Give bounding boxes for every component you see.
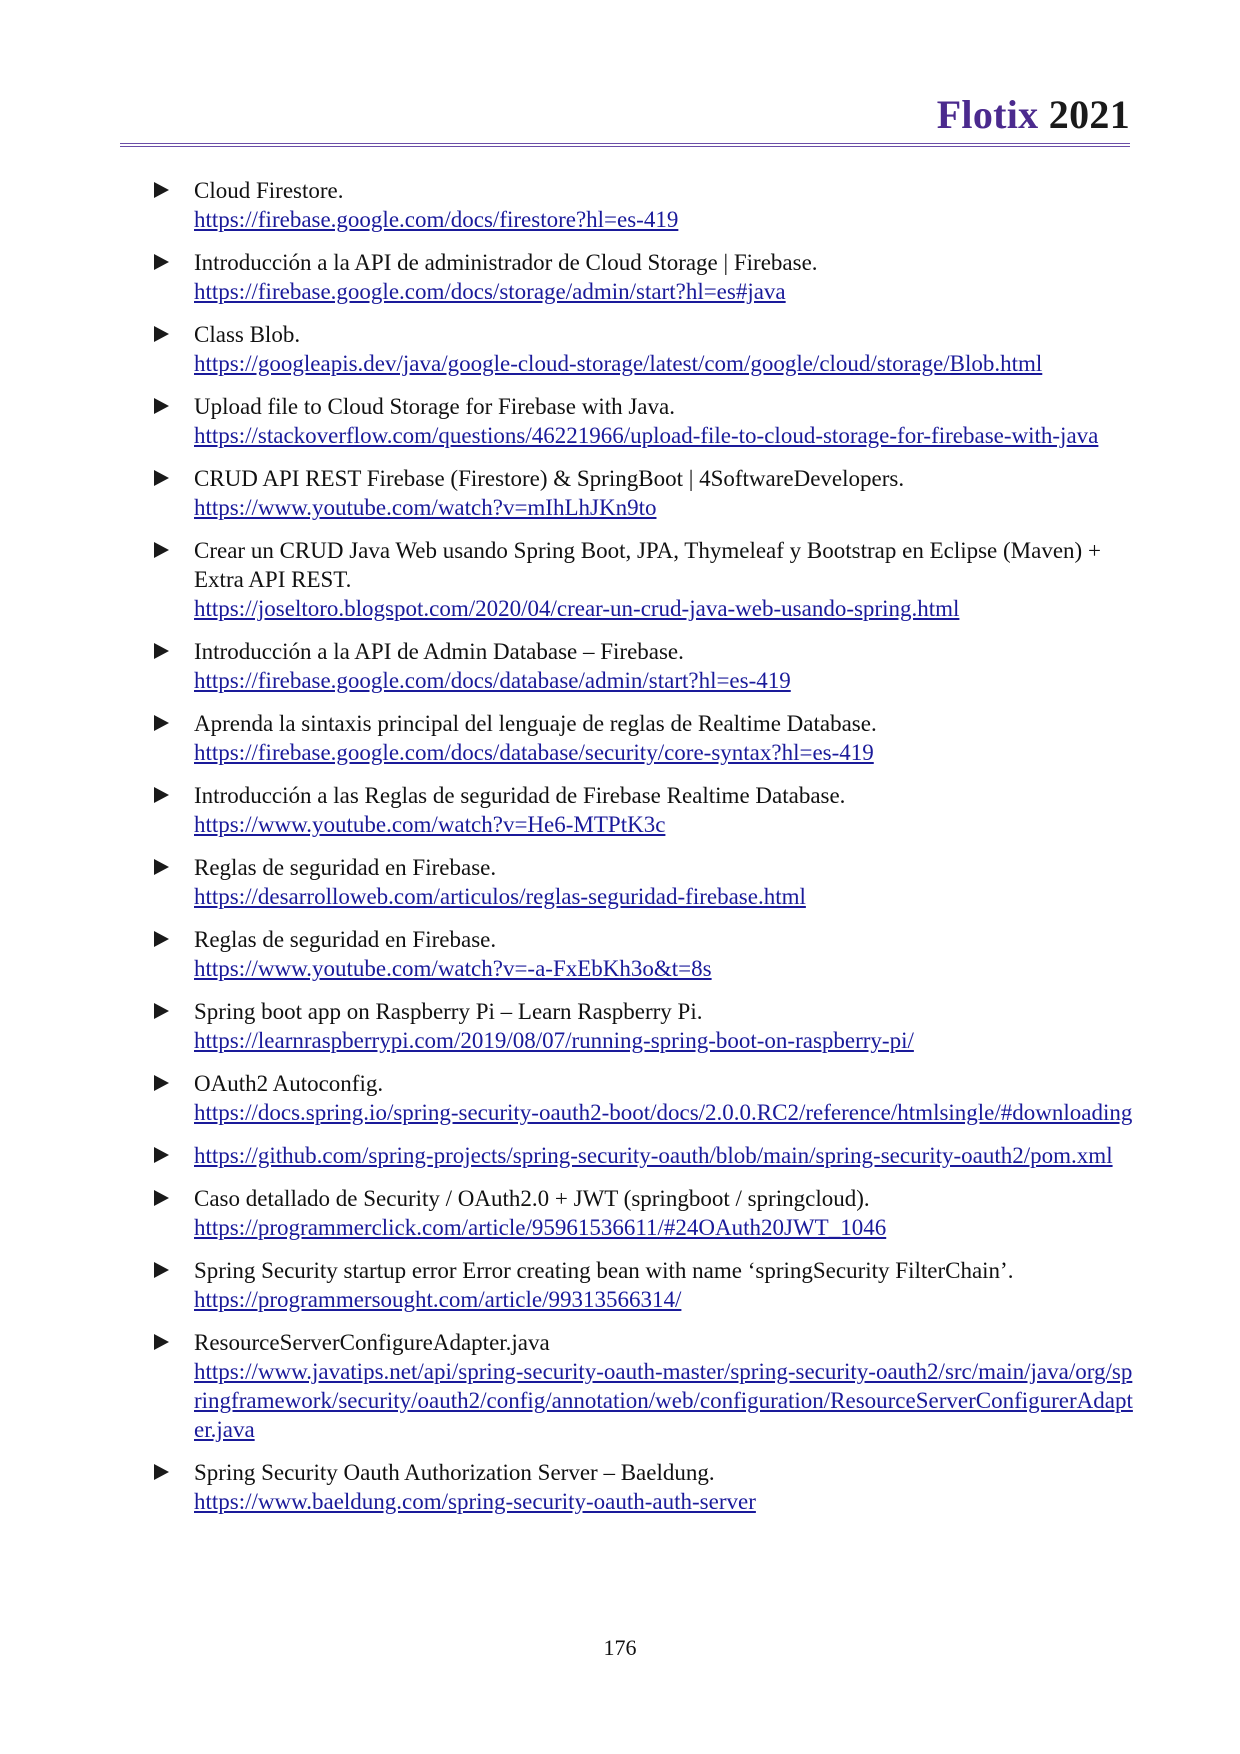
reference-item: [154, 176, 1134, 234]
reference-link[interactable]: https://firebase.google.com/docs/storage/admin/start?hl=es#java: [194, 279, 786, 304]
reference-title: Spring Security startup error Error creating bean with name ‘springSecurity FilterChain’.: [194, 1258, 1014, 1283]
triangle-bullet-icon: [154, 931, 169, 947]
triangle-bullet-icon: [154, 1003, 169, 1019]
reference-link[interactable]: https://joseltoro.blogspot.com/2020/04/crear-un-crud-java-web-usando-spring.html: [194, 596, 960, 621]
triangle-bullet-icon: [154, 1262, 169, 1278]
reference-item: [154, 248, 1134, 306]
reference-item: [154, 392, 1134, 450]
reference-link[interactable]: https://learnraspberrypi.com/2019/08/07/running-spring-boot-on-raspberry-pi/: [194, 1028, 914, 1053]
reference-item: [154, 1184, 1134, 1242]
reference-title: Introducción a la API de Admin Database – Firebase.: [194, 639, 684, 664]
reference-item: [154, 464, 1134, 522]
triangle-bullet-icon: [154, 326, 169, 342]
reference-item: [154, 925, 1134, 983]
reference-title: OAuth2 Autoconfig.: [194, 1071, 384, 1096]
header-divider: [120, 143, 1130, 147]
reference-title: Reglas de seguridad en Firebase.: [194, 927, 497, 952]
reference-link[interactable]: https://firebase.google.com/docs/firestore?hl=es-419: [194, 207, 679, 232]
triangle-bullet-icon: [154, 715, 169, 731]
reference-link[interactable]: https://desarrolloweb.com/articulos/reglas-seguridad-firebase.html: [194, 884, 806, 909]
reference-title: Class Blob.: [194, 322, 301, 347]
reference-item: [154, 1458, 1134, 1516]
reference-list: [154, 176, 1134, 1530]
reference-item: [154, 637, 1134, 695]
reference-title: Cloud Firestore.: [194, 178, 344, 203]
reference-link[interactable]: https://www.javatips.net/api/spring-security-oauth-master/spring-security-oauth2/src/main/java/org/springframework/security/oauth2/config/annotation/web/configuration/ResourceServerConfigurerAdapter.java: [194, 1359, 1133, 1442]
reference-item: [154, 1328, 1134, 1444]
triangle-bullet-icon: [154, 859, 169, 875]
reference-link[interactable]: https://www.youtube.com/watch?v=-a-FxEbKh3o&t=8s: [194, 956, 712, 981]
reference-link[interactable]: https://firebase.google.com/docs/database/security/core-syntax?hl=es-419: [194, 740, 874, 765]
reference-link[interactable]: https://www.youtube.com/watch?v=He6-MTPtK3c: [194, 812, 666, 837]
reference-title: Spring boot app on Raspberry Pi – Learn Raspberry Pi.: [194, 999, 703, 1024]
reference-title: Upload file to Cloud Storage for Firebase with Java.: [194, 394, 675, 419]
reference-link[interactable]: https://github.com/spring-projects/spring-security-oauth/blob/main/spring-security-oauth2/pom.xml: [194, 1143, 1113, 1168]
reference-link[interactable]: https://www.youtube.com/watch?v=mIhLhJKn9to: [194, 495, 657, 520]
triangle-bullet-icon: [154, 470, 169, 486]
reference-item: [154, 536, 1134, 623]
page-header: [120, 90, 1130, 146]
header-year: 2021: [1048, 92, 1130, 137]
triangle-bullet-icon: [154, 787, 169, 803]
triangle-bullet-icon: [154, 398, 169, 414]
triangle-bullet-icon: [154, 182, 169, 198]
reference-title: Spring Security Oauth Authorization Server – Baeldung.: [194, 1460, 715, 1485]
reference-item: [154, 781, 1134, 839]
reference-item: [154, 1141, 1134, 1170]
reference-item: [154, 1256, 1134, 1314]
reference-link[interactable]: https://stackoverflow.com/questions/46221966/upload-file-to-cloud-storage-for-firebase-with-java: [194, 423, 1099, 448]
reference-title: Reglas de seguridad en Firebase.: [194, 855, 497, 880]
reference-item: [154, 709, 1134, 767]
header-brand: Flotix: [936, 92, 1039, 137]
reference-title: Aprenda la sintaxis principal del lenguaje de reglas de Realtime Database.: [194, 711, 877, 736]
page-number: 176: [603, 1635, 637, 1660]
reference-item: [154, 997, 1134, 1055]
reference-link[interactable]: https://programmersought.com/article/99313566314/: [194, 1287, 682, 1312]
reference-link[interactable]: https://firebase.google.com/docs/database/admin/start?hl=es-419: [194, 668, 791, 693]
reference-title: Introducción a las Reglas de seguridad de Firebase Realtime Database.: [194, 783, 846, 808]
header-title: [937, 92, 1130, 137]
reference-link[interactable]: https://www.baeldung.com/spring-security-oauth-auth-server: [194, 1489, 756, 1514]
reference-item: [154, 853, 1134, 911]
reference-title: Caso detallado de Security / OAuth2.0 + JWT (springboot / springcloud).: [194, 1186, 870, 1211]
triangle-bullet-icon: [154, 1464, 169, 1480]
triangle-bullet-icon: [154, 254, 169, 270]
reference-item: [154, 1069, 1134, 1127]
triangle-bullet-icon: [154, 542, 169, 558]
reference-link[interactable]: https://docs.spring.io/spring-security-oauth2-boot/docs/2.0.0.RC2/reference/htmlsingle/#downloading: [194, 1100, 1133, 1125]
triangle-bullet-icon: [154, 1147, 169, 1163]
triangle-bullet-icon: [154, 1190, 169, 1206]
reference-link[interactable]: https://programmerclick.com/article/95961536611/#24OAuth20JWT_1046: [194, 1215, 887, 1240]
reference-title: Crear un CRUD Java Web usando Spring Boot, JPA, Thymeleaf y Bootstrap en Eclipse (Maven) + Extra API REST.: [194, 538, 1101, 592]
reference-title: Introducción a la API de administrador de Cloud Storage | Firebase.: [194, 250, 818, 275]
reference-title: CRUD API REST Firebase (Firestore) & SpringBoot | 4SoftwareDevelopers.: [194, 466, 905, 491]
triangle-bullet-icon: [154, 1075, 169, 1091]
reference-item: [154, 320, 1134, 378]
reference-title: ResourceServerConfigureAdapter.java: [194, 1330, 550, 1355]
reference-link[interactable]: https://googleapis.dev/java/google-cloud-storage/latest/com/google/cloud/storage/Blob.html: [194, 351, 1043, 376]
triangle-bullet-icon: [154, 643, 169, 659]
triangle-bullet-icon: [154, 1334, 169, 1350]
